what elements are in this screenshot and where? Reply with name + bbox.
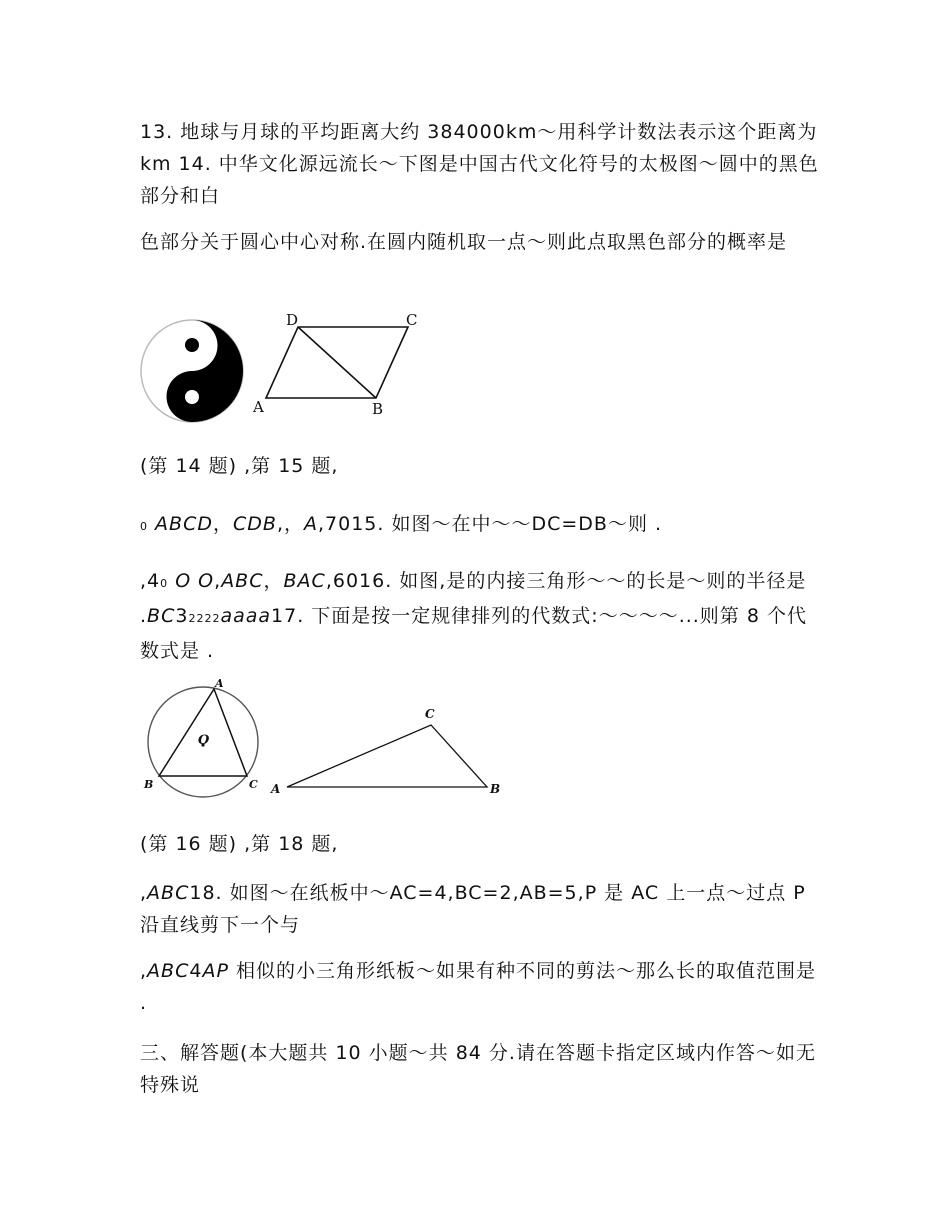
math-o: O O — [175, 570, 215, 592]
paragraph-q16-q17 — [140, 565, 820, 667]
math-abc: ABC — [147, 960, 190, 982]
math-bac: BAC — [283, 570, 326, 592]
fragment: ,4 — [140, 570, 161, 592]
paragraph-q18 — [140, 877, 820, 941]
math-abcd: ABCD — [155, 513, 213, 535]
caption-q14-q15: (第 14 题) ,第 15 题, — [140, 455, 339, 477]
figure-row-2 — [135, 675, 515, 805]
fragment: 4 — [189, 960, 203, 982]
section-heading-answers: 三、解答题(本大题共 10 小题～共 84 分.请在答题卡指定区域内作答～如无特殊说 — [140, 1042, 816, 1096]
label-a: A — [215, 677, 224, 690]
fragment: ， — [212, 513, 233, 535]
label-c: C — [425, 707, 435, 721]
fragment: , — [140, 960, 148, 982]
figure-row-1 — [135, 305, 435, 430]
paragraph-q18-continued — [140, 955, 820, 1019]
label-a: A — [271, 782, 281, 796]
label-b: B — [372, 400, 384, 418]
fragment: 3 — [175, 605, 189, 627]
label-o: O — [198, 733, 210, 748]
paragraph-q15 — [140, 508, 820, 543]
fragment: , — [214, 570, 222, 592]
math-bc: BC — [147, 605, 176, 627]
math-aaaa: aaaa — [220, 605, 272, 627]
label-a: A — [253, 398, 264, 416]
parallelogram-abcd — [266, 327, 408, 398]
math-ap: AP — [202, 960, 229, 982]
fragment: 0 — [160, 577, 169, 590]
math-abc: ABC — [147, 882, 190, 904]
fragment: , — [140, 882, 148, 904]
math-cdb: CDB — [233, 513, 277, 535]
fragment: 0 — [140, 520, 148, 533]
fragment: ,， — [276, 513, 304, 535]
math-a: A — [303, 513, 318, 535]
fragment: 2222 — [188, 612, 221, 625]
label-b: B — [144, 778, 154, 791]
triangle-abc — [287, 725, 487, 787]
paragraph-q13-q14: 13. 地球与月球的平均距离大约 384000km～用科学计数法表示这个距离为 km 14. 中华文化源远流长～下图是中国古代文化符号的太极图～圆中的黑色部分和白 — [140, 121, 819, 207]
label-c: C — [249, 778, 258, 791]
paragraph-q14-continued: 色部分关于圆心中心对称.在圆内随机取一点～则此点取黑色部分的概率是 — [140, 231, 788, 253]
fragment: 相似的小三角形纸板～如果有种不同的剪法～那么长的取值范围是 . — [140, 960, 816, 1014]
fragment: ， — [263, 570, 284, 592]
fragment: 18. 如图～在纸板中～AC=4,BC=2,AB=5,P 是 AC 上一点～过点 P 沿直线剪下一个与 — [140, 882, 806, 936]
fragment: ,6016. 如图,是的内接三角形～～的长是～则的半径是 . — [140, 570, 807, 627]
fragment: ,7015. 如图～在中～～DC=DB～则 . — [317, 513, 663, 535]
caption-q16-q18: (第 16 题) ,第 18 题, — [140, 833, 339, 855]
label-b: B — [490, 782, 501, 796]
label-d: D — [286, 311, 299, 329]
math-abc: ABC — [221, 570, 264, 592]
label-c: C — [406, 311, 418, 329]
taiji-symbol — [141, 320, 243, 422]
fragment: 17. 下面是按一定规律排列的代数式:～～～～...则第 8 个代数式是 . — [140, 605, 807, 662]
